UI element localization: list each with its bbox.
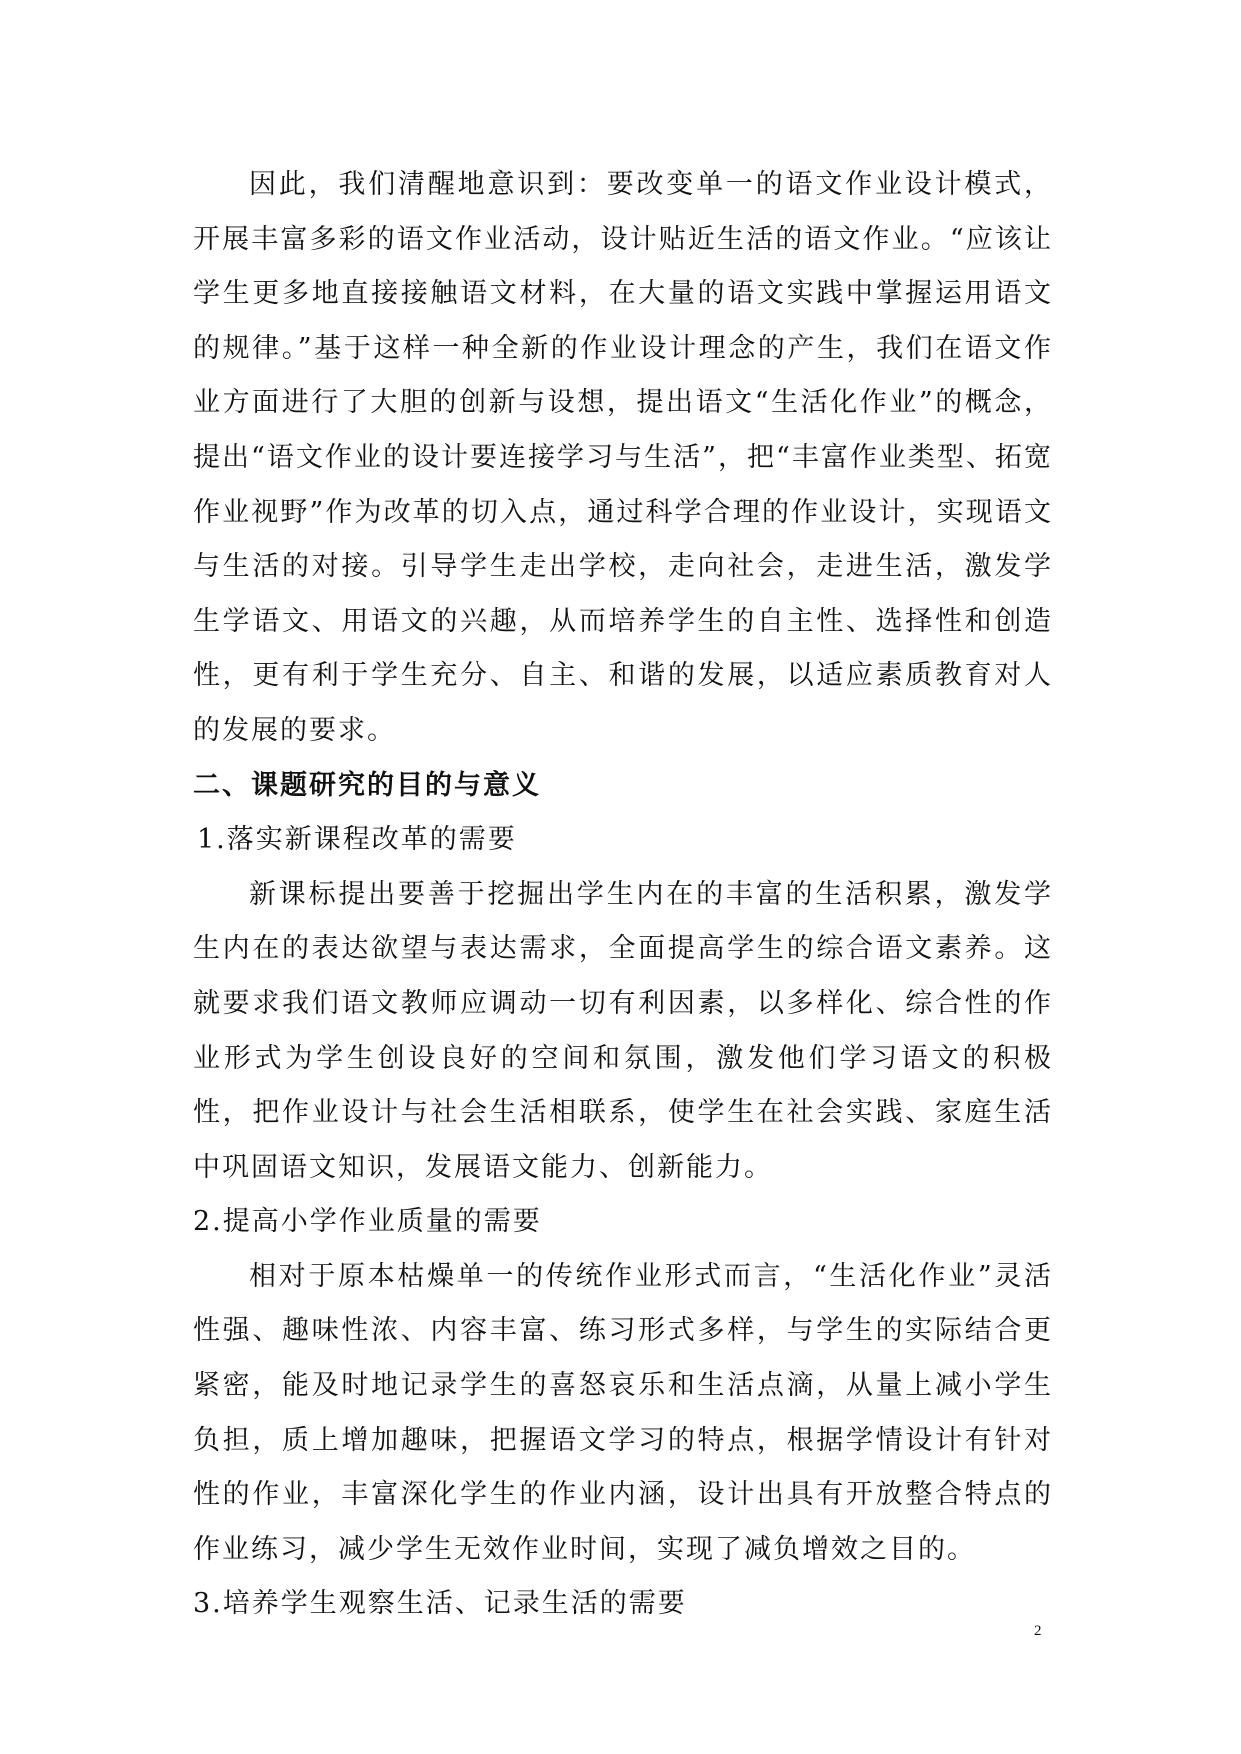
subsection-title-2: 2.提高小学作业质量的需要	[193, 1206, 542, 1238]
page-content	[193, 158, 1053, 1632]
subsection-body-1: 新课标提出要善于挖掘出学生内在的丰富的生活积累，激发学生内在的表达欲望与表达需求，全面提高学生的综合语文素养。这就要求我们语文教师应调动一切有利因素，以多样化、综合性的作业形式为学生创设良好的空间和氛围，激发他们学习语文的积极性，把作业设计与社会生活相联系，使学生在社会实践、家庭生活中巩固语文知识，发展语文能力、创新能力。	[193, 878, 1053, 1183]
section-heading: 二、课题研究的目的与意义	[193, 769, 541, 801]
subsection-title-1: 1.落实新课程改革的需要	[197, 824, 517, 856]
subsection-title-3: 3.培养学生观察生活、记录生活的需要	[193, 1588, 687, 1620]
intro-paragraph: 因此，我们清醒地意识到：要改变单一的语文作业设计模式，开展丰富多彩的语文作业活动，设计贴近生活的语文作业。“应该让学生更多地直接接触语文材料，在大量的语文实践中掌握运用语文的规律。”基于这样一种全新的作业设计理念的产生，我们在语文作业方面进行了大胆的创新与设想，提出语文“生活化作业”的概念，提出“语文作业的设计要连接学习与生活”，把“丰富作业类型、拓宽作业视野”作为改革的切入点，通过科学合理的作业设计，实现语文与生活的对接。引导学生走出学校，走向社会，走进生活，激发学生学语文、用语文的兴趣，从而培养学生的自主性、选择性和创造性，更有利于学生充分、自主、和谐的发展，以适应素质教育对人的发展的要求。	[193, 169, 1053, 746]
subsection-body-2: 相对于原本枯燥单一的传统作业形式而言，“生活化作业”灵活性强、趣味性浓、内容丰富、练习形式多样，与学生的实际结合更紧密，能及时地记录学生的喜怒哀乐和生活点滴，从量上减小学生负担，质上增加趣味，把握语文学习的特点，根据学情设计有针对性的作业，丰富深化学生的作业内涵，设计出具有开放整合特点的作业练习，减少学生无效作业时间，实现了减负增效之目的。	[193, 1260, 1053, 1565]
page-number: 2	[1034, 1623, 1042, 1639]
